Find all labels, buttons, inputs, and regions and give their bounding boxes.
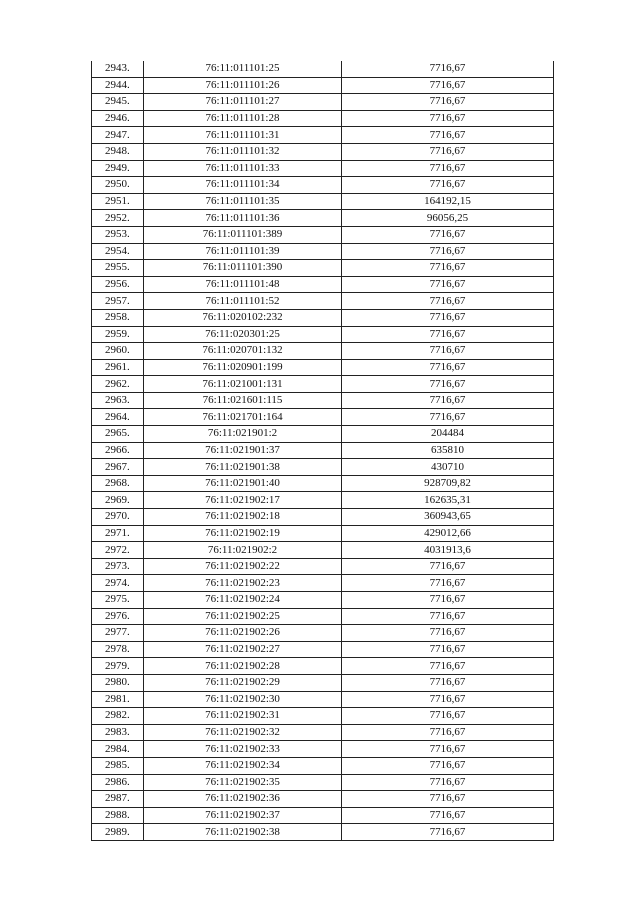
row-number-cell: 2977.: [92, 625, 144, 642]
table-row: [92, 724, 554, 741]
value-cell: 7716,67: [342, 774, 554, 791]
row-number-cell: 2963.: [92, 392, 144, 409]
table-row: [92, 127, 554, 144]
cadastral-number-cell: 76:11:021601:115: [144, 392, 342, 409]
table-row: [92, 509, 554, 526]
table-row: [92, 309, 554, 326]
cadastral-number-cell: 76:11:011101:28: [144, 110, 342, 127]
table-row: [92, 77, 554, 94]
table-row: [92, 160, 554, 177]
value-cell: 7716,67: [342, 674, 554, 691]
land-plot-table: [91, 61, 554, 841]
table-row: [92, 177, 554, 194]
cadastral-number-cell: 76:11:011101:25: [144, 61, 342, 77]
row-number-cell: 2973.: [92, 558, 144, 575]
row-number-cell: 2962.: [92, 376, 144, 393]
cadastral-number-cell: 76:11:021902:28: [144, 658, 342, 675]
cadastral-number-cell: 76:11:011101:27: [144, 94, 342, 111]
cadastral-number-cell: 76:11:020701:132: [144, 343, 342, 360]
value-cell: 7716,67: [342, 243, 554, 260]
table-row: [92, 757, 554, 774]
table-row: [92, 94, 554, 111]
value-cell: 7716,67: [342, 592, 554, 609]
row-number-cell: 2987.: [92, 791, 144, 808]
row-number-cell: 2957.: [92, 293, 144, 310]
value-cell: 7716,67: [342, 359, 554, 376]
cadastral-number-cell: 76:11:011101:26: [144, 77, 342, 94]
cadastral-number-cell: 76:11:021901:2: [144, 426, 342, 443]
value-cell: 7716,67: [342, 226, 554, 243]
cadastral-number-cell: 76:11:011101:390: [144, 260, 342, 277]
cadastral-number-cell: 76:11:021902:22: [144, 558, 342, 575]
table-row: [92, 409, 554, 426]
cadastral-number-cell: 76:11:021902:18: [144, 509, 342, 526]
cadastral-number-cell: 76:11:021902:17: [144, 492, 342, 509]
value-cell: 7716,67: [342, 708, 554, 725]
cadastral-number-cell: 76:11:011101:33: [144, 160, 342, 177]
value-cell: 7716,67: [342, 94, 554, 111]
table-row: [92, 807, 554, 824]
cadastral-number-cell: 76:11:021901:40: [144, 475, 342, 492]
value-cell: 7716,67: [342, 392, 554, 409]
value-cell: 7716,67: [342, 741, 554, 758]
cadastral-number-cell: 76:11:020901:199: [144, 359, 342, 376]
value-cell: 7716,67: [342, 641, 554, 658]
row-number-cell: 2988.: [92, 807, 144, 824]
table-row: [92, 691, 554, 708]
table-row: [92, 575, 554, 592]
row-number-cell: 2971.: [92, 525, 144, 542]
row-number-cell: 2982.: [92, 708, 144, 725]
row-number-cell: 2951.: [92, 193, 144, 210]
table-row: [92, 226, 554, 243]
row-number-cell: 2955.: [92, 260, 144, 277]
row-number-cell: 2946.: [92, 110, 144, 127]
value-cell: 7716,67: [342, 625, 554, 642]
value-cell: 162635,31: [342, 492, 554, 509]
table-row: [92, 475, 554, 492]
cadastral-number-cell: 76:11:011101:35: [144, 193, 342, 210]
cadastral-number-cell: 76:11:021902:33: [144, 741, 342, 758]
row-number-cell: 2969.: [92, 492, 144, 509]
table-row: [92, 376, 554, 393]
table-body: [92, 61, 554, 840]
row-number-cell: 2960.: [92, 343, 144, 360]
table-row: [92, 392, 554, 409]
row-number-cell: 2949.: [92, 160, 144, 177]
cadastral-number-cell: 76:11:021902:26: [144, 625, 342, 642]
table-row: [92, 276, 554, 293]
table-row: [92, 674, 554, 691]
cadastral-number-cell: 76:11:021902:2: [144, 542, 342, 559]
row-number-cell: 2961.: [92, 359, 144, 376]
cadastral-number-cell: 76:11:021902:38: [144, 824, 342, 841]
value-cell: 7716,67: [342, 77, 554, 94]
row-number-cell: 2956.: [92, 276, 144, 293]
cadastral-number-cell: 76:11:021902:25: [144, 608, 342, 625]
cadastral-number-cell: 76:11:021902:30: [144, 691, 342, 708]
cadastral-number-cell: 76:11:021902:34: [144, 757, 342, 774]
cadastral-number-cell: 76:11:011101:39: [144, 243, 342, 260]
value-cell: 7716,67: [342, 658, 554, 675]
value-cell: 7716,67: [342, 260, 554, 277]
value-cell: 7716,67: [342, 110, 554, 127]
value-cell: 7716,67: [342, 558, 554, 575]
row-number-cell: 2965.: [92, 426, 144, 443]
table-row: [92, 592, 554, 609]
row-number-cell: 2959.: [92, 326, 144, 343]
row-number-cell: 2989.: [92, 824, 144, 841]
value-cell: 7716,67: [342, 691, 554, 708]
row-number-cell: 2964.: [92, 409, 144, 426]
cadastral-number-cell: 76:11:020102:232: [144, 309, 342, 326]
cadastral-number-cell: 76:11:021901:38: [144, 459, 342, 476]
cadastral-number-cell: 76:11:021902:24: [144, 592, 342, 609]
table-row: [92, 260, 554, 277]
row-number-cell: 2976.: [92, 608, 144, 625]
row-number-cell: 2943.: [92, 61, 144, 77]
row-number-cell: 2966.: [92, 442, 144, 459]
row-number-cell: 2978.: [92, 641, 144, 658]
row-number-cell: 2944.: [92, 77, 144, 94]
value-cell: 7716,67: [342, 757, 554, 774]
row-number-cell: 2974.: [92, 575, 144, 592]
row-number-cell: 2967.: [92, 459, 144, 476]
table-row: [92, 525, 554, 542]
row-number-cell: 2948.: [92, 143, 144, 160]
value-cell: 164192,15: [342, 193, 554, 210]
cadastral-number-cell: 76:11:021901:37: [144, 442, 342, 459]
value-cell: 4031913,6: [342, 542, 554, 559]
cadastral-number-cell: 76:11:011101:52: [144, 293, 342, 310]
table-row: [92, 558, 554, 575]
cadastral-number-cell: 76:11:021902:19: [144, 525, 342, 542]
row-number-cell: 2985.: [92, 757, 144, 774]
row-number-cell: 2979.: [92, 658, 144, 675]
table-row: [92, 459, 554, 476]
table-row: [92, 110, 554, 127]
row-number-cell: 2968.: [92, 475, 144, 492]
cadastral-number-cell: 76:11:021902:23: [144, 575, 342, 592]
row-number-cell: 2952.: [92, 210, 144, 227]
value-cell: 204484: [342, 426, 554, 443]
table-row: [92, 426, 554, 443]
value-cell: 7716,67: [342, 160, 554, 177]
cadastral-number-cell: 76:11:011101:36: [144, 210, 342, 227]
row-number-cell: 2954.: [92, 243, 144, 260]
table-row: [92, 210, 554, 227]
value-cell: 7716,67: [342, 807, 554, 824]
table-row: [92, 243, 554, 260]
table-row: [92, 641, 554, 658]
table-row: [92, 658, 554, 675]
table-row: [92, 442, 554, 459]
value-cell: 7716,67: [342, 326, 554, 343]
value-cell: 429012,66: [342, 525, 554, 542]
value-cell: 928709,82: [342, 475, 554, 492]
cadastral-number-cell: 76:11:021902:31: [144, 708, 342, 725]
value-cell: 7716,67: [342, 824, 554, 841]
table-row: [92, 343, 554, 360]
table-row: [92, 326, 554, 343]
value-cell: 7716,67: [342, 409, 554, 426]
cadastral-number-cell: 76:11:011101:32: [144, 143, 342, 160]
row-number-cell: 2980.: [92, 674, 144, 691]
cadastral-number-cell: 76:11:020301:25: [144, 326, 342, 343]
value-cell: 635810: [342, 442, 554, 459]
cadastral-number-cell: 76:11:011101:48: [144, 276, 342, 293]
value-cell: 7716,67: [342, 143, 554, 160]
table-row: [92, 708, 554, 725]
table-row: [92, 791, 554, 808]
value-cell: 7716,67: [342, 276, 554, 293]
value-cell: 7716,67: [342, 575, 554, 592]
row-number-cell: 2958.: [92, 309, 144, 326]
value-cell: 7716,67: [342, 61, 554, 77]
cadastral-number-cell: 76:11:021701:164: [144, 409, 342, 426]
table-row: [92, 774, 554, 791]
value-cell: 7716,67: [342, 293, 554, 310]
value-cell: 7716,67: [342, 127, 554, 144]
cadastral-number-cell: 76:11:021001:131: [144, 376, 342, 393]
cadastral-number-cell: 76:11:021902:35: [144, 774, 342, 791]
table-row: [92, 143, 554, 160]
row-number-cell: 2947.: [92, 127, 144, 144]
cadastral-number-cell: 76:11:021902:27: [144, 641, 342, 658]
table-row: [92, 608, 554, 625]
value-cell: 96056,25: [342, 210, 554, 227]
value-cell: 7716,67: [342, 177, 554, 194]
table-row: [92, 741, 554, 758]
value-cell: 7716,67: [342, 724, 554, 741]
cadastral-number-cell: 76:11:011101:31: [144, 127, 342, 144]
table-row: [92, 293, 554, 310]
row-number-cell: 2972.: [92, 542, 144, 559]
value-cell: 7716,67: [342, 309, 554, 326]
row-number-cell: 2953.: [92, 226, 144, 243]
value-cell: 430710: [342, 459, 554, 476]
row-number-cell: 2986.: [92, 774, 144, 791]
row-number-cell: 2945.: [92, 94, 144, 111]
value-cell: 7716,67: [342, 376, 554, 393]
cadastral-number-cell: 76:11:011101:34: [144, 177, 342, 194]
value-cell: 360943,65: [342, 509, 554, 526]
value-cell: 7716,67: [342, 608, 554, 625]
cadastral-number-cell: 76:11:021902:36: [144, 791, 342, 808]
table-row: [92, 625, 554, 642]
row-number-cell: 2983.: [92, 724, 144, 741]
table-row: [92, 359, 554, 376]
row-number-cell: 2984.: [92, 741, 144, 758]
row-number-cell: 2970.: [92, 509, 144, 526]
table-row: [92, 492, 554, 509]
cadastral-number-cell: 76:11:021902:32: [144, 724, 342, 741]
value-cell: 7716,67: [342, 791, 554, 808]
row-number-cell: 2975.: [92, 592, 144, 609]
table-row: [92, 193, 554, 210]
table-row: [92, 824, 554, 841]
cadastral-number-cell: 76:11:011101:389: [144, 226, 342, 243]
table-row: [92, 61, 554, 77]
cadastral-number-cell: 76:11:021902:37: [144, 807, 342, 824]
row-number-cell: 2950.: [92, 177, 144, 194]
cadastral-number-cell: 76:11:021902:29: [144, 674, 342, 691]
table-row: [92, 542, 554, 559]
row-number-cell: 2981.: [92, 691, 144, 708]
value-cell: 7716,67: [342, 343, 554, 360]
